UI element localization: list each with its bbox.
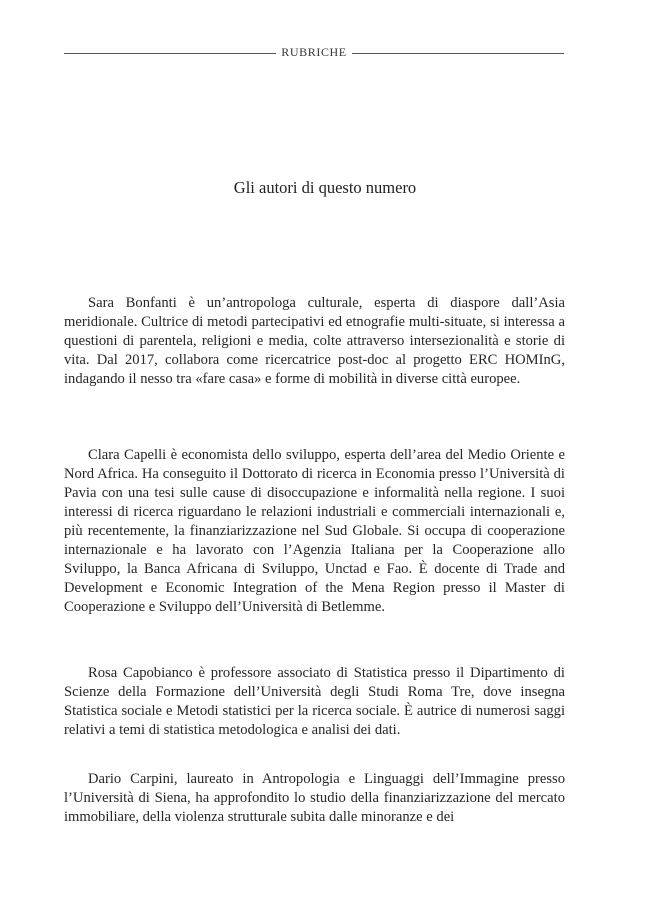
- author-bio: Dario Carpini, laureato in Antropologia e Linguaggi dell’Immagine presso l’Università di Siena, ha approfondito lo studio della finanziarizzazione del mercato immobiliare, della violenza strutturale subita dalle minoranze e dei: [64, 771, 565, 825]
- author-bio: Sara Bonfanti è un’antropologa culturale, esperta di diaspore dall’Asia meridionale. Cultrice di metodi partecipativi ed etnografie multi-situate, si interessa a questioni di parentela, religioni e media, colte attraverso intersezionalità e storie di vita. Dal 2017, collabora come ricercatrice post-doc al progetto ERC HOMInG, indagando il nesso tra «fare casa» e forme di mobilità in diverse città europee.: [64, 295, 565, 387]
- author-bio: Clara Capelli è economista dello sviluppo, esperta dell’area del Medio Oriente e Nord Africa. Ha conseguito il Dottorato di ricerca in Economia presso l’Università di Pavia con una tesi sulle cause di disoccupazione e informalità nella regione. I suoi interessi di ricerca riguardano le relazioni industriali e commerciali internazionali e, più recentemente, la finanziarizzazione nel Sud Globale. Si occupa di cooperazione internazionale e ha lavorato con l’Agenzia Italiana per la Cooperazione allo Sviluppo, la Banca Africana di Sviluppo, Unctad e Fao. È docente di Trade and Development e Economic Integration of the Mena Region presso il Master di Cooperazione e Sviluppo dell’Università di Betlemme.: [64, 447, 565, 615]
- header-rule-left: [64, 53, 276, 54]
- running-header: [64, 43, 564, 61]
- section-label: RUBRICHE: [281, 44, 347, 59]
- author-bio: Rosa Capobianco è professore associato di Statistica presso il Dipartimento di Scienze della Formazione dell’Università degli Studi Roma Tre, dove insegna Statistica sociale e Metodi statistici per la ricerca sociale. È autrice di numerosi saggi relativi a temi di statistica metodologica e analisi dei dati.: [64, 665, 565, 738]
- header-rule-right: [352, 53, 564, 54]
- page-title: Gli autori di questo numero: [233, 178, 417, 197]
